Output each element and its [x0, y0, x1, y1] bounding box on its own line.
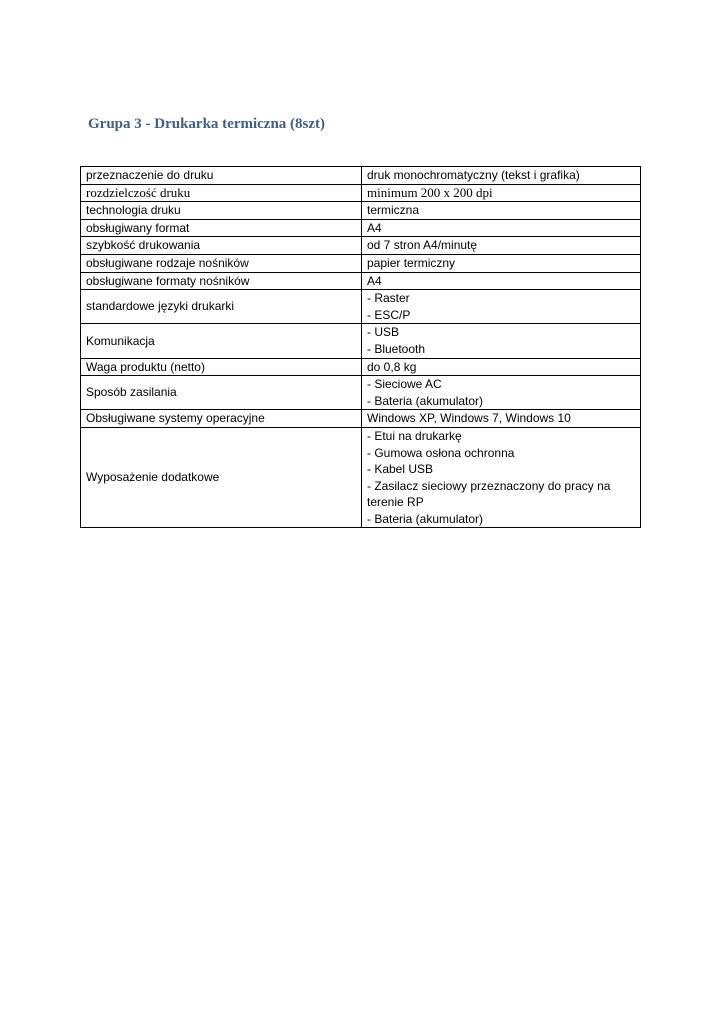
page-title: Grupa 3 - Drukarka termiczna (8szt) [88, 116, 326, 132]
spec-value-line: minimum 200 x 200 dpi [367, 184, 493, 200]
spec-name: przeznaczenie do druku [81, 167, 362, 185]
spec-value [362, 358, 641, 376]
spec-value [362, 237, 641, 255]
spec-value-line: - Bateria (akumulator) [367, 511, 484, 526]
spec-value-line: Windows XP, Windows 7, Windows 10 [367, 411, 571, 426]
spec-name: rozdzielczość druku [81, 184, 362, 202]
spec-value-line: - Zasilacz sieciowy przeznaczony do pracy na terenie RP [367, 478, 611, 510]
spec-name: obsługiwane formaty nośników [81, 272, 362, 290]
spec-name: Sposób zasilania [81, 376, 362, 410]
spec-value-line: - Gumowa osłona ochronna [367, 445, 515, 460]
spec-name: standardowe języki drukarki [81, 290, 362, 324]
table-row [81, 290, 641, 324]
spec-value [362, 427, 641, 528]
table-row [81, 272, 641, 290]
spec-value-line: - USB [367, 325, 400, 340]
table-row [81, 202, 641, 220]
table-row [81, 427, 641, 528]
spec-value-line: termiczna [367, 203, 420, 218]
specification-table [80, 166, 641, 528]
spec-value [362, 410, 641, 428]
spec-name: Obsługiwane systemy operacyjne [81, 410, 362, 428]
table-row [81, 219, 641, 237]
spec-name: obsługiwane rodzaje nośników [81, 254, 362, 272]
spec-name: Waga produktu (netto) [81, 358, 362, 376]
spec-value [362, 272, 641, 290]
spec-value-line: papier termiczny [367, 255, 456, 270]
spec-value [362, 290, 641, 324]
table-row [81, 376, 641, 410]
spec-value [362, 167, 641, 185]
spec-value-line: do 0,8 kg [367, 359, 417, 374]
spec-value-line: od 7 stron A4/minutę [367, 238, 478, 253]
table-row [81, 184, 641, 202]
spec-value-line: - Sieciowe AC [367, 377, 442, 392]
spec-value-line: - Raster [367, 291, 410, 306]
table-row [81, 167, 641, 185]
table-row [81, 254, 641, 272]
spec-value-line: A4 [367, 220, 382, 235]
table-row [81, 358, 641, 376]
spec-value-line: A4 [367, 273, 382, 288]
spec-value [362, 324, 641, 358]
spec-name: Komunikacja [81, 324, 362, 358]
spec-value-line: - Bluetooth [367, 341, 426, 356]
table-row [81, 410, 641, 428]
spec-name: obsługiwany format [81, 219, 362, 237]
spec-value [362, 184, 641, 202]
spec-name: Wyposażenie dodatkowe [81, 427, 362, 528]
spec-value-line: - ESC/P [367, 307, 411, 322]
spec-value [362, 202, 641, 220]
spec-value-line: - Etui na drukarkę [367, 428, 462, 443]
table-row [81, 324, 641, 358]
spec-name: szybkość drukowania [81, 237, 362, 255]
spec-value [362, 254, 641, 272]
spec-value-line: druk monochromatyczny (tekst i grafika) [367, 168, 580, 182]
spec-value [362, 376, 641, 410]
spec-value [362, 219, 641, 237]
spec-value-line: - Bateria (akumulator) [367, 393, 484, 408]
table-row [81, 237, 641, 255]
spec-name: technologia druku [81, 202, 362, 220]
spec-value-line: - Kabel USB [367, 462, 434, 477]
